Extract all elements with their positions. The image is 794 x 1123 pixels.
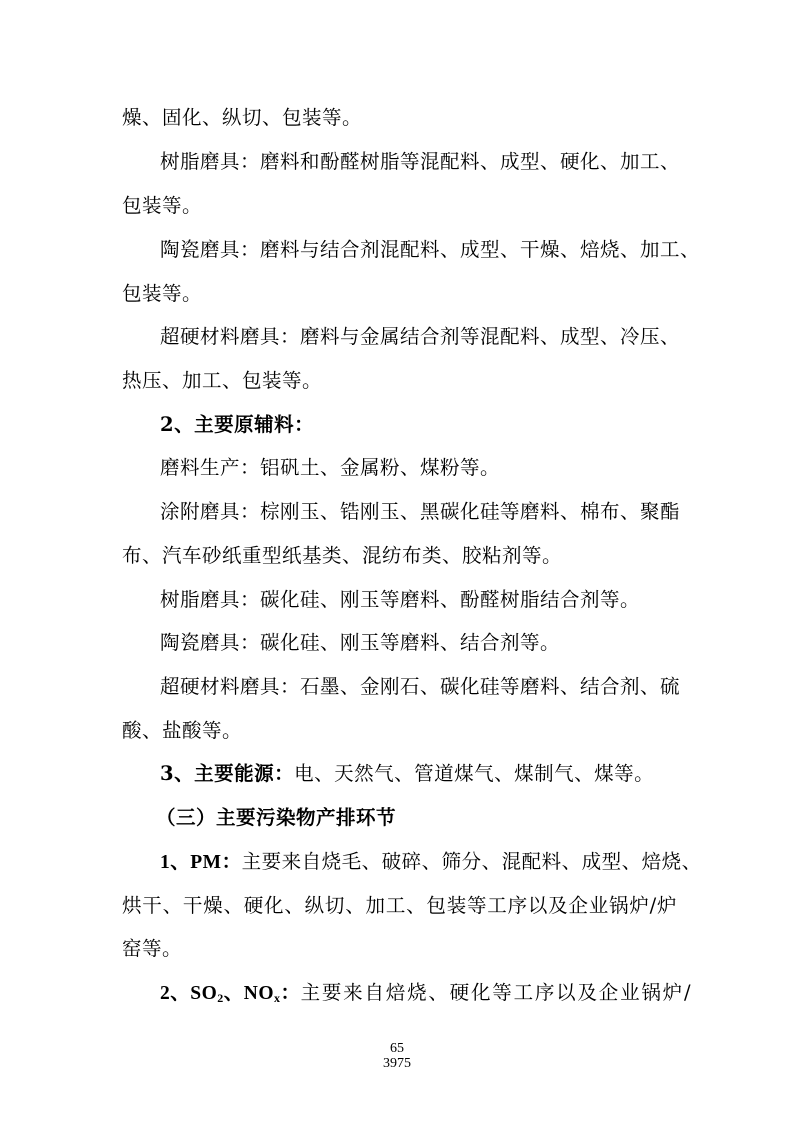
energy-line (160, 762, 677, 786)
no-subscript: x (274, 991, 281, 1005)
section-heading-energy: 3、主要能源： (160, 762, 295, 785)
text-line: 树脂磨具：碳化硅、刚玉等磨料、酚醛树脂结合剂等。 (160, 588, 641, 611)
text-line: 陶瓷磨具：磨料与结合剂混配料、成型、干燥、焙烧、加工、 (160, 238, 701, 261)
total-page-number: 3975 (383, 1056, 411, 1071)
page-number: 65 (390, 1041, 404, 1056)
text-line: 涂附磨具：棕刚玉、锆刚玉、黑碳化硅等磨料、棉布、聚酯 (160, 500, 681, 523)
so2-label (190, 983, 224, 1004)
text-line: 陶瓷磨具：碳化硅、刚玉等磨料、结合剂等。 (160, 631, 561, 654)
text-line: 包装等。 (122, 282, 203, 305)
text-line: 磨料生产：铝矾土、金属粉、煤粉等。 (160, 456, 501, 479)
text-line: 热压、加工、包装等。 (122, 369, 323, 392)
nox-label (244, 983, 281, 1004)
separator: 、 (223, 983, 244, 1004)
text-line: 超硬材料磨具：磨料与金属结合剂等混配料、成型、冷压、 (160, 325, 681, 348)
text-line: 包装等。 (122, 194, 203, 217)
so2-nox-number: 2、 (160, 983, 191, 1004)
text-line: 布、汽车砂纸重型纸基类、混纺布类、胶粘剂等。 (122, 544, 563, 567)
no-text: NO (243, 983, 275, 1004)
section-heading-raw-materials: 2、主要原辅料： (160, 413, 315, 436)
pm-text: 主要来自烧毛、破碎、筛分、混配料、成型、焙烧、 (241, 850, 702, 873)
so2-nox-line (160, 981, 693, 1006)
text-line: 燥、固化、纵切、包装等。 (122, 106, 363, 129)
text-line: 烘干、干燥、硬化、纵切、加工、包装等工序以及企业锅炉/炉 (122, 894, 677, 917)
so2-nox-text: 主要来自焙烧、硬化等工序以及企业锅炉/ (300, 981, 693, 1004)
pm-line (160, 850, 702, 875)
section-heading-pollutants: （三）主要污染物产排环节 (156, 806, 397, 829)
energy-text: 电、天然气、管道煤气、煤制气、煤等。 (294, 762, 655, 785)
text-line: 酸、盐酸等。 (122, 719, 243, 742)
text-line: 超硬材料磨具：石墨、金刚石、碳化硅等磨料、结合剂、硫 (160, 675, 681, 698)
so-subscript: 2 (217, 991, 224, 1005)
text-line: 树脂磨具：磨料和酚醛树脂等混配料、成型、硬化、加工、 (160, 150, 681, 173)
colon: ： (280, 983, 301, 1004)
text-line: 窑等。 (122, 937, 183, 960)
so-text: SO (190, 983, 218, 1004)
pm-heading: 1、PM： (160, 852, 242, 873)
